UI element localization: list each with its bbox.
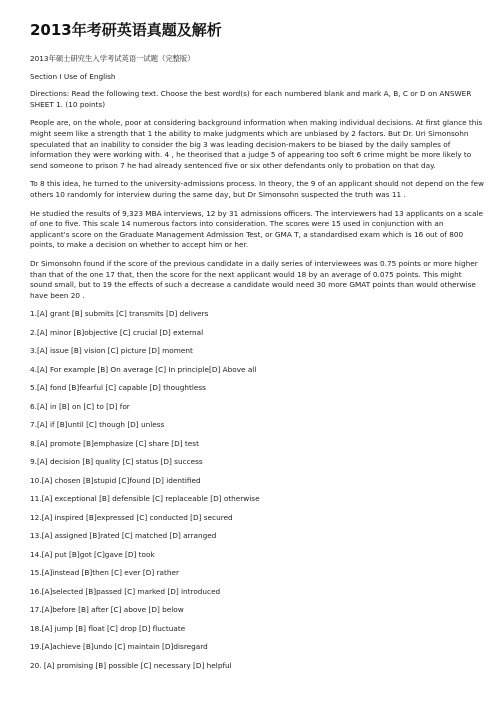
paragraph-1: People are, on the whole, poor at considering background information when making individual decisions. At first glance this might seem like a strength that 1 the ability to make judgments which are unbiased by 2 factors. But Dr. Uri Simonsohn speculated that an inability to consider the big 3 was leading decision-makers to be biased by the daily samples of information they were working with. 4 , he theorised that a judge 5 of appearing too soft 6 crime might be more likely to send someone to prison 7 he had already sentenced five or six other defendants only to probation on that day. xyxy=(30,118,483,170)
question-item: 16.[A]selected [B]passed [C] marked [D] introduced xyxy=(30,586,221,596)
question-item: 20. [A] promising [B] possible [C] necessary [D] helpful xyxy=(30,660,232,670)
section-heading: Section I Use of English xyxy=(30,71,116,81)
question-item: 4.[A] For example [B] On average [C] In principle[D] Above all xyxy=(30,364,257,374)
question-item: 17.[A]before [B] after [C] above [D] below xyxy=(30,605,184,615)
question-item: 8.[A] promote [B]emphasize [C] share [D] test xyxy=(30,438,199,448)
question-list xyxy=(30,309,484,671)
question-item: 2.[A] minor [B]objective [C] crucial [D] external xyxy=(30,327,204,337)
subtitle: 2013年硕士研究生入学考试英语一试题（完整版） xyxy=(30,54,195,63)
question-item: 11.[A] exceptional [B] defensible [C] replaceable [D] otherwise xyxy=(30,494,260,504)
paragraph-3: He studied the results of 9,323 MBA interviews, 12 by 31 admissions officers. The interviewers had 13 applicants on a scale of one to five. This scale 14 numerous factors into consideration. The scores were 15 used in conjunction with an applicant's score on the Graduate Management Admission Test, or GMA T, a standardised exam which is 16 out of 800 points, to make a decision on whether to accept him or her. xyxy=(30,208,484,250)
page-title: 2013年考研英语真题及解析 xyxy=(30,21,222,39)
question-item: 1.[A] grant [B] submits [C] transmits [D] delivers xyxy=(30,309,209,319)
question-item: 7.[A] if [B]until [C] though [D] unless xyxy=(30,420,165,430)
question-item: 18.[A] jump [B] float [C] drop [D] fluctuate xyxy=(30,623,186,633)
paragraph-4: Dr Simonsohn found if the score of the previous candidate in a daily series of interviewees was 0.75 points or more higher than that of the one 17 that, then the score for the next applicant would 18 by an average of 0.075 points. This might sound small, but to 19 the effects of such a decrease a candidate would need 30 more GMAT points than would otherwise have been 20 . xyxy=(30,258,478,300)
question-item: 13.[A] assigned [B]rated [C] matched [D] arranged xyxy=(30,531,217,541)
question-item: 15.[A]instead [B]then [C] ever [D] rather xyxy=(30,568,179,578)
question-item: 3.[A] issue [B] vision [C] picture [D] moment xyxy=(30,346,193,356)
directions: Directions: Read the following text. Choose the best word(s) for each numbered blank and mark A, B, C or D on ANSWER SHEET 1. (10 points) xyxy=(30,89,472,109)
question-item: 6.[A] in [B] on [C] to [D] for xyxy=(30,401,130,411)
question-item: 14.[A] put [B]got [C]gave [D] took xyxy=(30,549,155,559)
question-item: 19.[A]achieve [B]undo [C] maintain [D]disregard xyxy=(30,642,208,652)
question-item: 10.[A] chosen [B]stupid [C]found [D] identified xyxy=(30,475,201,485)
question-item: 9.[A] decision [B] quality [C] status [D] success xyxy=(30,457,203,467)
question-item: 12.[A] inspired [B]expressed [C] conducted [D] secured xyxy=(30,512,233,522)
paragraph-2: To 8 this idea, he turned to the university-admissions process. In theory, the 9 of an applicant should not depend on the few others 10 randomly for interview during the same day, but Dr Simonsohn suspected the truth was 11 . xyxy=(30,179,484,199)
question-item: 5.[A] fond [B]fearful [C] capable [D] thoughtless xyxy=(30,383,206,393)
